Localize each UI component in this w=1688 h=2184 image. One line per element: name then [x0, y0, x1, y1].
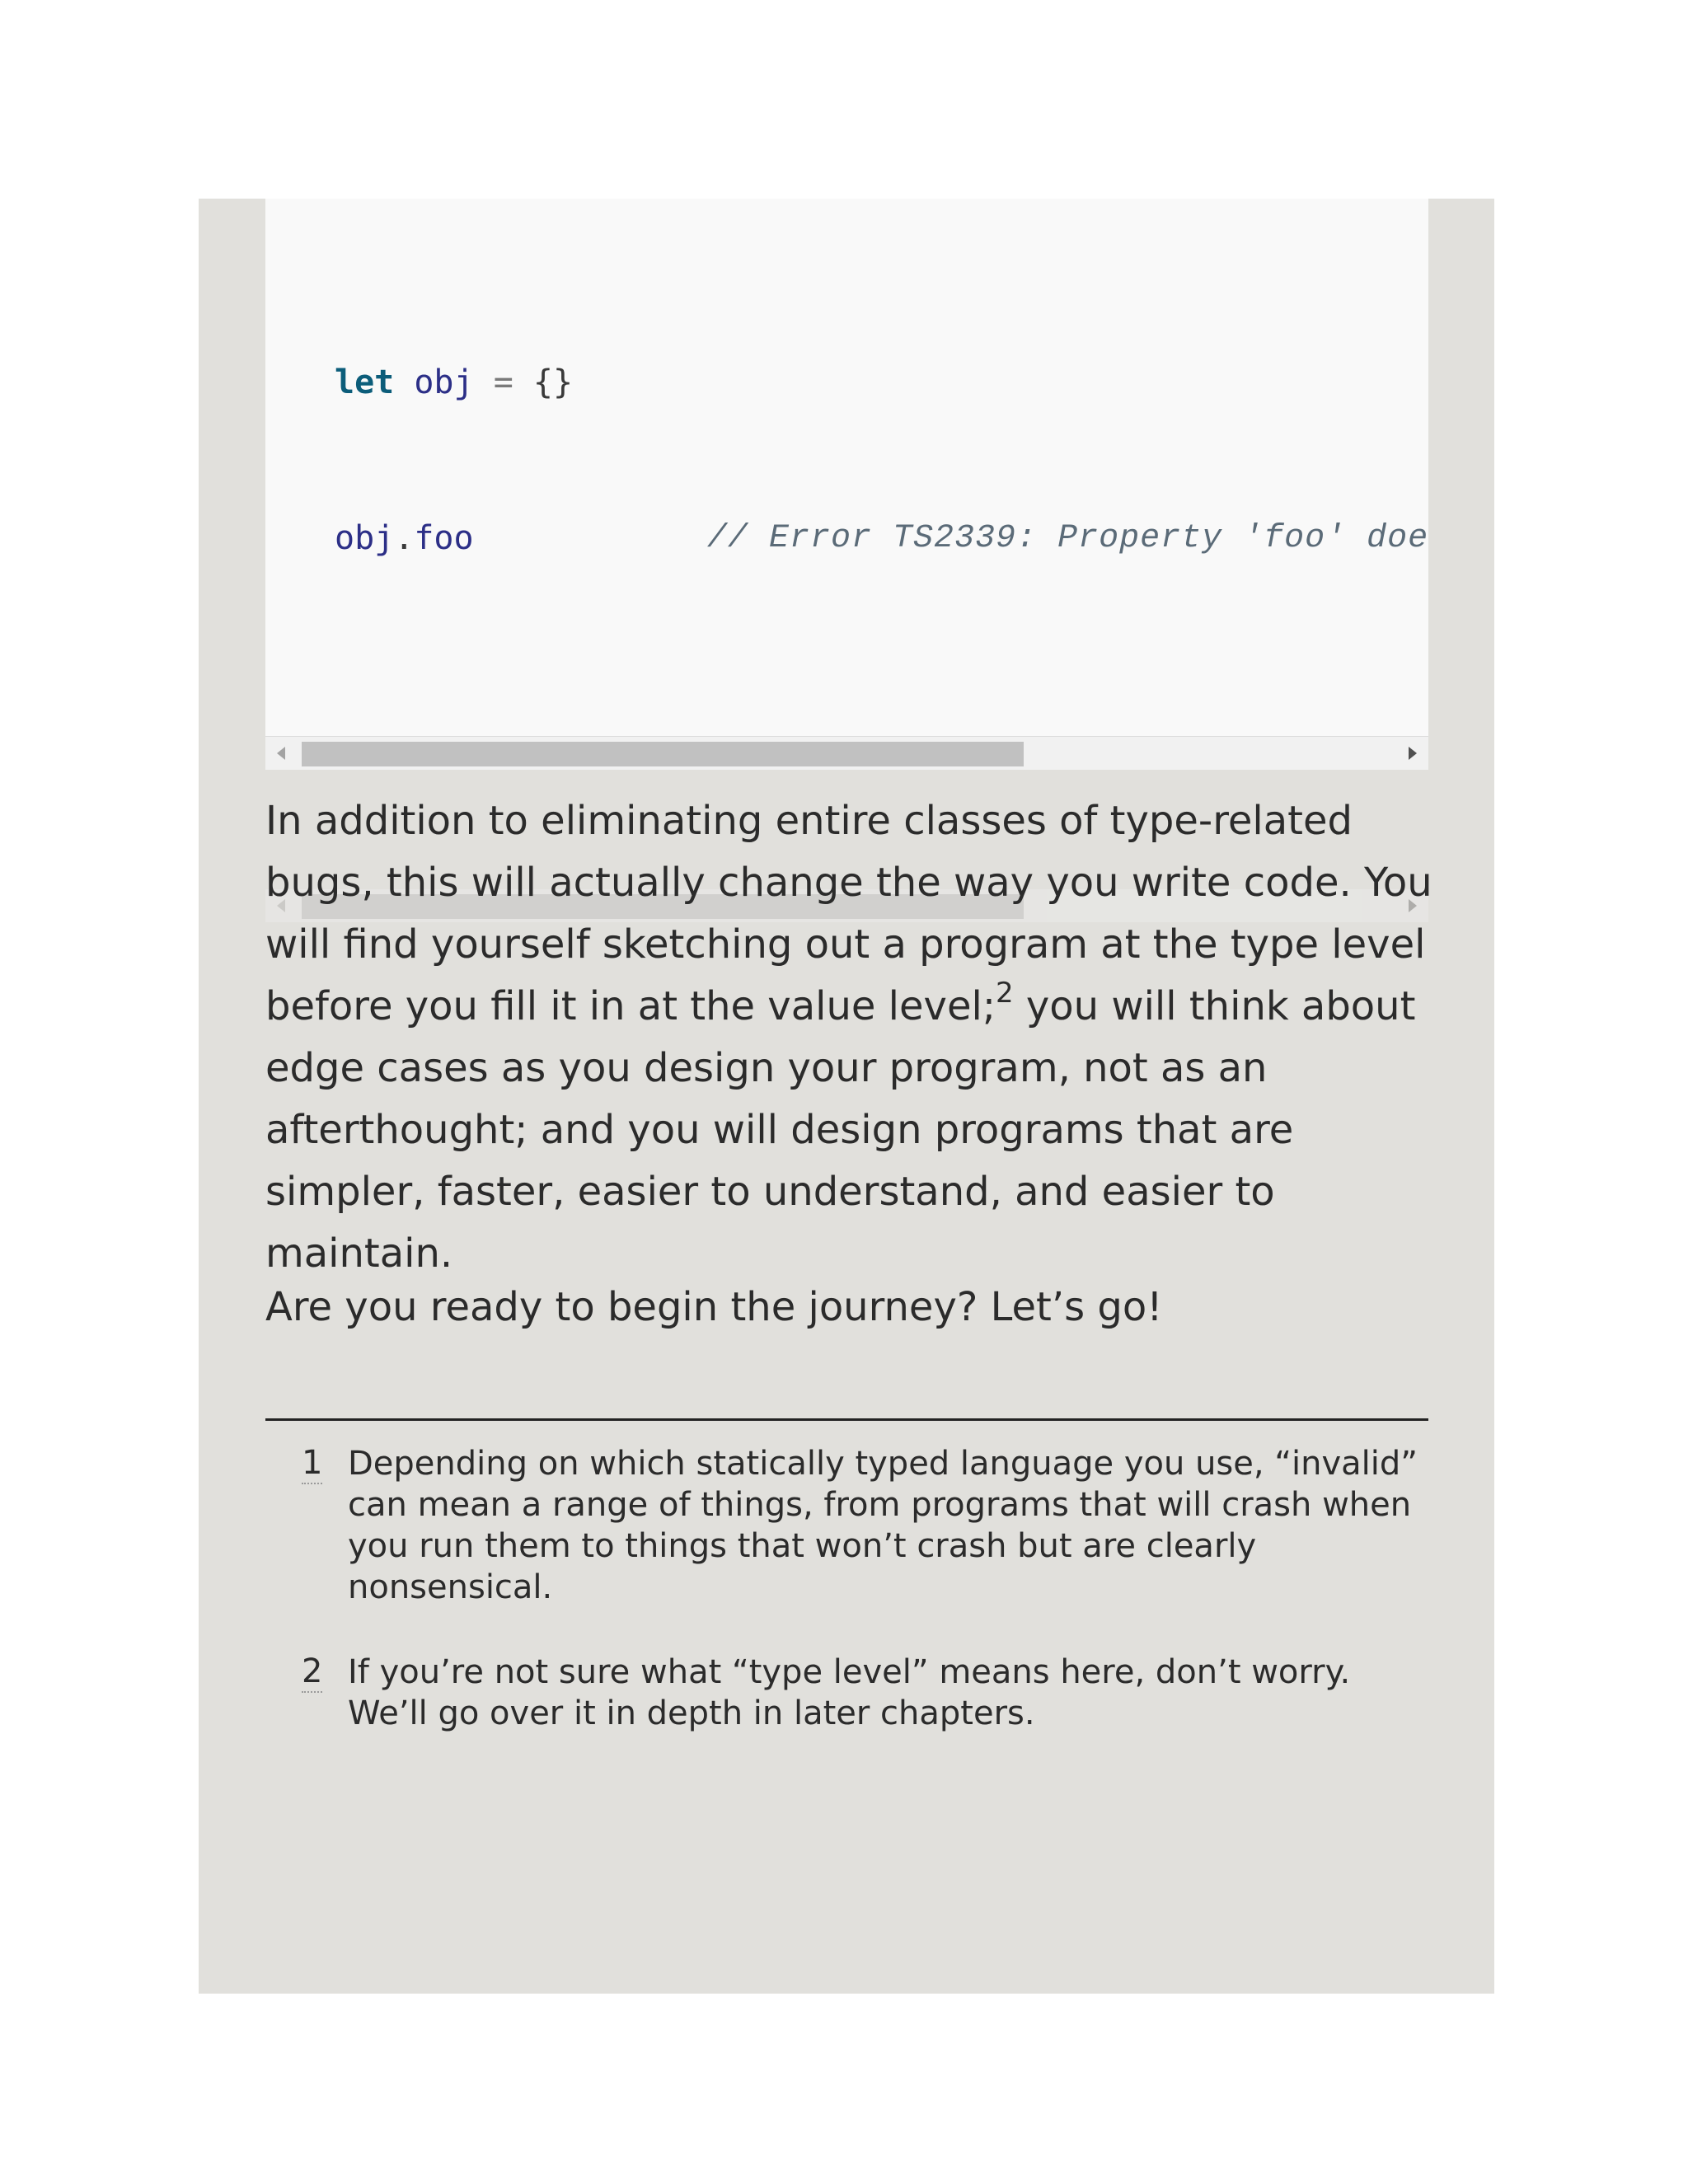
scroll-left-arrow-icon[interactable]: [277, 747, 285, 760]
code-identifier: obj: [414, 363, 474, 401]
footnote-ref-2[interactable]: 2: [995, 977, 1014, 1010]
code-identifier: obj: [335, 519, 395, 557]
code-block: [265, 199, 1428, 736]
footnote-number-link[interactable]: 1: [302, 1443, 322, 1484]
code-horizontal-scrollbar[interactable]: [265, 736, 1428, 770]
code-line-blank: [335, 668, 791, 720]
paragraph-text: In addition to eliminating entire classes of type-related bugs, this will actually change the way you write code. You will find yourself sketching out a program at the type level before you fill it in at the value level;: [265, 798, 1432, 1029]
footnote-divider: [265, 1418, 1428, 1421]
code-line-2: [335, 513, 1428, 565]
footnote-2: [302, 1652, 1439, 1734]
page-panel: [199, 199, 1494, 1994]
footnote-text: Depending on which statically typed language you use, “invalid” can mean a range of things, from programs that will crash when you run them to things that won’t crash but are clearly nonsensical.: [348, 1445, 1418, 1606]
code-punct: .: [394, 519, 415, 557]
closing-line: Are you ready to begin the journey? Let’s go!: [265, 1284, 1163, 1330]
code-line-1: [335, 357, 791, 409]
footnote-number-link[interactable]: 2: [302, 1652, 322, 1693]
code-keyword: let: [335, 363, 395, 401]
footnote-1: [302, 1443, 1439, 1608]
paragraph-text-continued: you will think about edge cases as you design your program, not as an afterthought; and you will design programs that are simpler, faster, easier to understand, and easier to maintain.: [265, 983, 1416, 1277]
code-comment: // Error TS2339: Property 'foo' doe: [707, 520, 1428, 557]
body-paragraph: [265, 790, 1436, 1285]
code-lines: [335, 253, 1428, 736]
footnotes: [302, 1443, 1439, 1778]
code-punct: {}: [532, 363, 574, 401]
code-operator: =: [493, 363, 513, 401]
footnote-text: If you’re not sure what “type level” means here, don’t worry. We’ll go over it in depth in later chapters.: [348, 1653, 1351, 1732]
scroll-thumb[interactable]: [302, 742, 1024, 766]
scroll-right-arrow-icon[interactable]: [1409, 747, 1417, 760]
code-identifier: foo: [414, 519, 474, 557]
